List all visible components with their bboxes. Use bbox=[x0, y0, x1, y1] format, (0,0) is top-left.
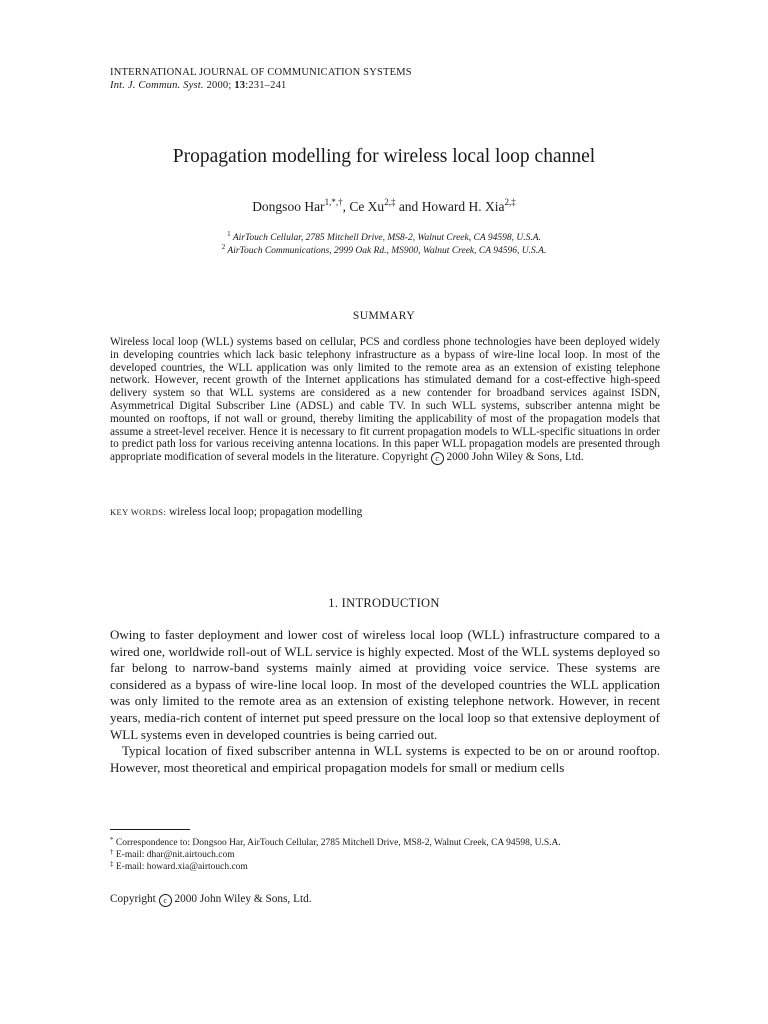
introduction-heading: 1. INTRODUCTION bbox=[328, 596, 440, 610]
footnote-rule bbox=[110, 829, 190, 830]
journal-name: INTERNATIONAL JOURNAL OF COMMUNICATION SYSTEMS bbox=[110, 67, 412, 78]
footnote-mark: * bbox=[110, 836, 114, 844]
paragraph: Typical location of fixed subscriber antenna in WLL systems is expected to be on or around rooftop. However, most theoretical and empirical propagation models for small or medium cells bbox=[110, 743, 660, 775]
keywords-label: KEY WORDS: bbox=[110, 507, 167, 517]
introduction-body bbox=[110, 627, 660, 776]
affiliation-mark: 2 bbox=[221, 242, 226, 251]
copyright-line bbox=[110, 893, 312, 907]
footnote-text: Correspondence to: Dongsoo Har, AirTouch Cellular, 2785 Mitchell Drive, MS8-2, Walnut Creek, CA 94598, U.S.A. bbox=[115, 838, 561, 848]
author-marks: 2,‡ bbox=[504, 197, 516, 207]
keywords-line bbox=[110, 506, 362, 518]
author-separator: and bbox=[395, 199, 422, 214]
footnote-text: E-mail: howard.xia@airtouch.com bbox=[115, 862, 248, 873]
author-marks: 1,*,† bbox=[324, 197, 343, 207]
footnote-text: E-mail: dhar@nit.airtouch.com bbox=[115, 850, 235, 861]
footnote bbox=[110, 837, 561, 849]
summary-heading: SUMMARY bbox=[352, 310, 416, 322]
affiliation-text: AirTouch Communications, 2999 Oak Rd., MS900, Walnut Creek, CA 94596, U.S.A. bbox=[227, 245, 547, 256]
footnote bbox=[110, 849, 561, 861]
copyright-tail: 2000 John Wiley & Sons, Ltd. bbox=[174, 893, 312, 905]
footnote-mark: ‡ bbox=[110, 860, 114, 869]
journal-header bbox=[110, 66, 412, 92]
copyright-symbol-icon: c bbox=[431, 452, 444, 465]
author-separator: , bbox=[342, 199, 350, 214]
paper-title: Propagation modelling for wireless local loop channel bbox=[172, 146, 596, 167]
affiliation-text: AirTouch Cellular, 2785 Mitchell Drive, MS8-2, Walnut Creek, CA 94598, U.S.A. bbox=[232, 233, 541, 243]
summary-copyright: 2000 John Wiley & Sons, Ltd. bbox=[446, 451, 584, 464]
paragraph: Owing to faster deployment and lower cost of wireless local loop (WLL) infrastructure compared to a wired one, worldwide roll-out of WLL service is highly expected. Most of the WLL systems deployed so far belong to narrow-band systems mainly aimed at providing voice service. These systems are considered as a bypass of wire-line local loop. In most of the developed countries the WLL application was only limited to the remote area as an extension of existing telephone network. However, in recent years, media-rich content of internet put speed pressure on the local loop so that extensive deployment of WLL systems even in developed countries is being carried out. bbox=[110, 627, 660, 742]
journal-citation bbox=[110, 79, 412, 92]
summary-abstract bbox=[110, 336, 660, 465]
affiliations bbox=[0, 232, 768, 257]
author-marks: 2,‡ bbox=[384, 197, 396, 207]
affiliation-mark: 1 bbox=[227, 230, 231, 238]
author-list bbox=[0, 199, 768, 215]
summary-body: Wireless local loop (WLL) systems based on cellular, PCS and cordless phone technologies have been deployed widely in developing countries which lack basic telephony infrastructure as a bypass of wire-line local loop. In most of the developed countries, the WLL application was only limited to the remote area as an extension of existing telephone network. However, recent growth of the Internet applications has stimulated demand for a cost-effective high-speed delivery system so that WLL systems are considered as a new contender for broadband services against ISDN, Asymmetrical Digital Subscriber Line (ADSL) and cable TV. In such WLL systems, subscriber antenna might be mounted on rooftops, if not wall or ground, thereby limiting the applicability of most of the propagation models that assume a street-level receiver. Hence it is necessary to fit current propagation models to WLL-specific situations in order to predict path loss for various receiving antenna locations. In this paper WLL propagation models are presented through appropriate modification of several models in the literature. Copyright bbox=[110, 336, 660, 464]
author-name: Howard H. Xia bbox=[421, 199, 505, 214]
author-name: Dongsoo Har bbox=[252, 199, 325, 214]
author-name: Ce Xu bbox=[349, 199, 385, 214]
citation-volume: 13 bbox=[234, 80, 246, 91]
keywords-text: wireless local loop; propagation modelling bbox=[169, 506, 363, 518]
citation-abbrev: Int. J. Commun. Syst. bbox=[110, 80, 204, 91]
citation-year: 2000; bbox=[206, 80, 232, 91]
affiliation-line bbox=[0, 232, 768, 245]
affiliation-line bbox=[0, 242, 768, 258]
footnote bbox=[110, 861, 561, 873]
footnote-mark: † bbox=[110, 848, 114, 857]
copyright-prefix: Copyright bbox=[110, 893, 156, 905]
citation-pages: :231–241 bbox=[245, 80, 287, 91]
copyright-symbol-icon: c bbox=[159, 894, 172, 907]
footnotes bbox=[110, 837, 561, 874]
